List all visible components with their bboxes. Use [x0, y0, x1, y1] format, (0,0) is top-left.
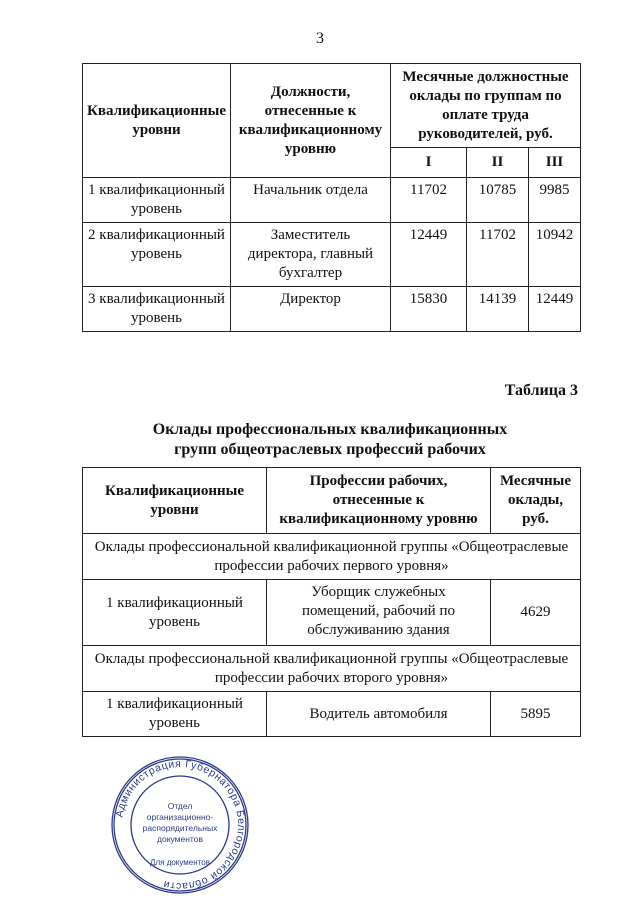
header-levels: Квалификационные уровни: [83, 468, 267, 534]
row-value: 11702: [391, 178, 467, 223]
salary-table-managers: [82, 63, 581, 332]
stamp-line: документов: [157, 834, 203, 844]
header-group-3: III: [529, 148, 581, 178]
official-stamp: [110, 755, 250, 895]
header-levels: Квалификационные уровни: [83, 64, 231, 178]
row-profession: Уборщик служебных помещений, рабочий по обслуживанию здания: [267, 580, 491, 646]
row-position: Начальник отдела: [231, 178, 391, 223]
table-row: [83, 692, 581, 737]
page-number: 3: [316, 30, 324, 47]
row-level: 3 квалификационный уровень: [83, 287, 231, 332]
table-row: [83, 287, 581, 332]
row-value: 9985: [529, 178, 581, 223]
group-title: Оклады профессиональной квалификационной группы «Общеотраслевые профессии рабочих второго уровня»: [83, 646, 581, 692]
row-level: 1 квалификационный уровень: [83, 692, 267, 737]
row-value: 4629: [491, 580, 581, 646]
row-value: 15830: [391, 287, 467, 332]
salary-table-workers: [82, 467, 581, 737]
row-level: 2 квалификационный уровень: [83, 223, 231, 287]
header-group-2: II: [467, 148, 529, 178]
header-positions: Должности, отнесенные к квалификационному уровню: [231, 64, 391, 178]
row-value: 11702: [467, 223, 529, 287]
stamp-outer-text: Администрация Губернатора Белгородской области: [113, 757, 248, 893]
row-profession: Водитель автомобиля: [267, 692, 491, 737]
header-group-1: I: [391, 148, 467, 178]
row-value: 5895: [491, 692, 581, 737]
header-salary: Месячные оклады, руб.: [491, 468, 581, 534]
stamp-line: Отдел: [167, 801, 193, 811]
stamp-bottom-text: Для документов: [150, 858, 210, 867]
group-title: Оклады профессиональной квалификационной группы «Общеотраслевые профессии рабочих первого уровня»: [83, 534, 581, 580]
table-row: [83, 223, 581, 287]
table-row: [83, 178, 581, 223]
stamp-line: распорядительных: [142, 823, 218, 833]
row-position: Директор: [231, 287, 391, 332]
table-row: [83, 580, 581, 646]
row-value: 14139: [467, 287, 529, 332]
row-level: 1 квалификационный уровень: [83, 178, 231, 223]
row-level: 1 квалификационный уровень: [83, 580, 267, 646]
table2-title-line2: групп общеотраслевых профессий рабочих: [174, 441, 486, 458]
table-caption: Таблица 3: [504, 382, 578, 399]
stamp-line: организационно-: [146, 812, 214, 822]
row-value: 10785: [467, 178, 529, 223]
header-professions: Профессии рабочих, отнесенные к квалификационному уровню: [267, 468, 491, 534]
row-value: 12449: [529, 287, 581, 332]
row-value: 12449: [391, 223, 467, 287]
row-value: 10942: [529, 223, 581, 287]
row-position: Заместитель директора, главный бухгалтер: [231, 223, 391, 287]
header-salaries: Месячные должностные оклады по группам по оплате труда руководителей, руб.: [391, 64, 581, 148]
table2-title-line1: Оклады профессиональных квалификационных: [152, 421, 508, 438]
